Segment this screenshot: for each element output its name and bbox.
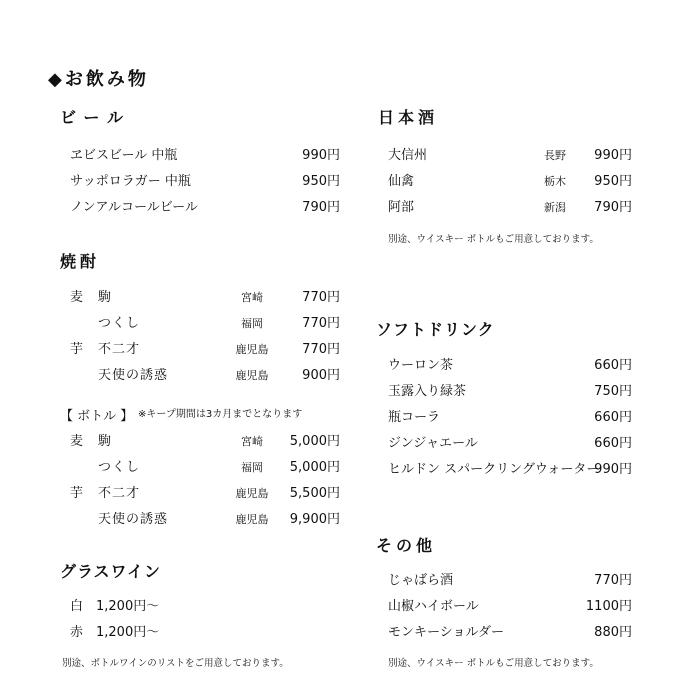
item-name: ウーロン茶 xyxy=(388,358,454,373)
list-item xyxy=(70,481,340,507)
shochu-heading: 焼酎 xyxy=(60,252,101,271)
item-price: 660円 xyxy=(594,358,632,373)
item-price: 770円 xyxy=(302,316,340,331)
wine-color: 白 xyxy=(70,599,84,614)
list-item xyxy=(388,620,632,646)
item-name: 天使の誘惑 xyxy=(98,368,169,383)
list-item xyxy=(388,353,632,379)
item-price: 1,200円～ xyxy=(96,625,160,640)
shochu-list xyxy=(70,285,340,389)
soft-drink-list xyxy=(388,353,632,483)
item-origin: 長野 xyxy=(544,149,566,162)
list-item xyxy=(388,169,632,195)
item-origin: 福岡 xyxy=(241,317,263,330)
list-item xyxy=(388,568,632,594)
item-name: つくし xyxy=(98,460,141,475)
list-item xyxy=(388,457,632,483)
item-name: サッポロラガー 中瓶 xyxy=(70,174,191,189)
item-name: 駒 xyxy=(98,290,113,305)
list-item xyxy=(70,143,340,169)
other-note: 別途、ウイスキー ボトルもご用意しております。 xyxy=(388,658,599,669)
menu-title: ◆お飲み物 xyxy=(48,69,149,90)
list-item xyxy=(70,594,340,620)
list-item xyxy=(70,311,340,337)
list-item xyxy=(388,431,632,457)
item-name: ヱビスビール 中瓶 xyxy=(70,148,178,163)
list-item xyxy=(70,429,340,455)
item-name: 玉露入り緑茶 xyxy=(388,384,467,399)
bottle-keep-note: ※キープ期間は3カ月までとなります xyxy=(138,409,303,420)
item-origin: 栃木 xyxy=(544,175,566,188)
list-item xyxy=(70,285,340,311)
item-name: じゃばら酒 xyxy=(388,573,454,588)
item-name: 瓶コーラ xyxy=(388,410,441,425)
item-type: 芋 xyxy=(70,342,84,357)
item-price: 990円 xyxy=(302,148,340,163)
sake-list xyxy=(388,143,632,221)
list-item xyxy=(70,455,340,481)
item-origin: 鹿児島 xyxy=(235,487,269,500)
item-origin: 福岡 xyxy=(241,461,263,474)
wine-color: 赤 xyxy=(70,625,84,640)
item-name: 阿部 xyxy=(388,200,415,215)
item-type: 麦 xyxy=(70,434,84,449)
item-price: 5,500円 xyxy=(289,486,340,501)
list-item xyxy=(70,169,340,195)
item-origin: 鹿児島 xyxy=(235,513,269,526)
item-type: 麦 xyxy=(70,290,84,305)
item-price: 660円 xyxy=(594,410,632,425)
beer-list xyxy=(70,143,340,221)
item-price: 770円 xyxy=(302,342,340,357)
item-name: ノンアルコールビール xyxy=(70,200,198,215)
list-item xyxy=(70,337,340,363)
bottle-heading-line xyxy=(60,405,303,425)
wine-heading: グラスワイン xyxy=(60,562,162,581)
list-item xyxy=(70,507,340,533)
item-price: 770円 xyxy=(594,573,632,588)
soft-drink-heading: ソフトドリンク xyxy=(376,320,495,339)
item-price: 750円 xyxy=(594,384,632,399)
list-item xyxy=(70,620,340,646)
other-heading: その他 xyxy=(376,536,437,555)
item-origin: 新潟 xyxy=(544,201,566,214)
item-name: 大信州 xyxy=(388,148,428,163)
wine-note: 別途、ボトルワインのリストをご用意しております。 xyxy=(62,658,289,669)
item-price: 990円 xyxy=(594,148,632,163)
item-name: つくし xyxy=(98,316,141,331)
item-name: 天使の誘惑 xyxy=(98,512,169,527)
wine-list xyxy=(70,594,340,646)
list-item xyxy=(388,379,632,405)
other-list xyxy=(388,568,632,646)
item-name: 不二才 xyxy=(98,342,141,357)
item-origin: 宮崎 xyxy=(241,435,263,448)
list-item xyxy=(388,143,632,169)
item-price: 950円 xyxy=(302,174,340,189)
item-price: 990円 xyxy=(594,462,632,477)
item-origin: 宮崎 xyxy=(241,291,263,304)
item-price: 790円 xyxy=(594,200,632,215)
list-item xyxy=(70,195,340,221)
item-price: 9,900円 xyxy=(289,512,340,527)
item-origin: 鹿児島 xyxy=(235,369,269,382)
item-price: 660円 xyxy=(594,436,632,451)
item-type: 芋 xyxy=(70,486,84,501)
list-item xyxy=(388,195,632,221)
bottle-heading: 【 ボトル 】 xyxy=(60,409,134,424)
item-name: 山椒ハイボール xyxy=(388,599,479,614)
item-price: 1,200円～ xyxy=(96,599,160,614)
sake-heading: 日本酒 xyxy=(378,108,439,127)
item-name: モンキーショルダー xyxy=(388,625,504,640)
item-price: 1100円 xyxy=(585,599,632,614)
item-name: ジンジャエール xyxy=(388,436,478,451)
item-price: 950円 xyxy=(594,174,632,189)
item-name: ヒルドン スパークリングウォーター xyxy=(388,462,600,477)
sake-note: 別途、ウイスキー ボトルもご用意しております。 xyxy=(388,234,599,245)
bottle-list xyxy=(70,429,340,533)
item-price: 770円 xyxy=(302,290,340,305)
beer-heading: ビール xyxy=(60,108,132,127)
item-price: 880円 xyxy=(594,625,632,640)
item-price: 900円 xyxy=(302,368,340,383)
item-price: 790円 xyxy=(302,200,340,215)
item-origin: 鹿児島 xyxy=(235,343,269,356)
item-name: 仙禽 xyxy=(388,174,415,189)
list-item xyxy=(70,363,340,389)
item-price: 5,000円 xyxy=(289,434,340,449)
item-name: 駒 xyxy=(98,434,113,449)
item-price: 5,000円 xyxy=(289,460,340,475)
list-item xyxy=(388,405,632,431)
item-name: 不二才 xyxy=(98,486,141,501)
list-item xyxy=(388,594,632,620)
